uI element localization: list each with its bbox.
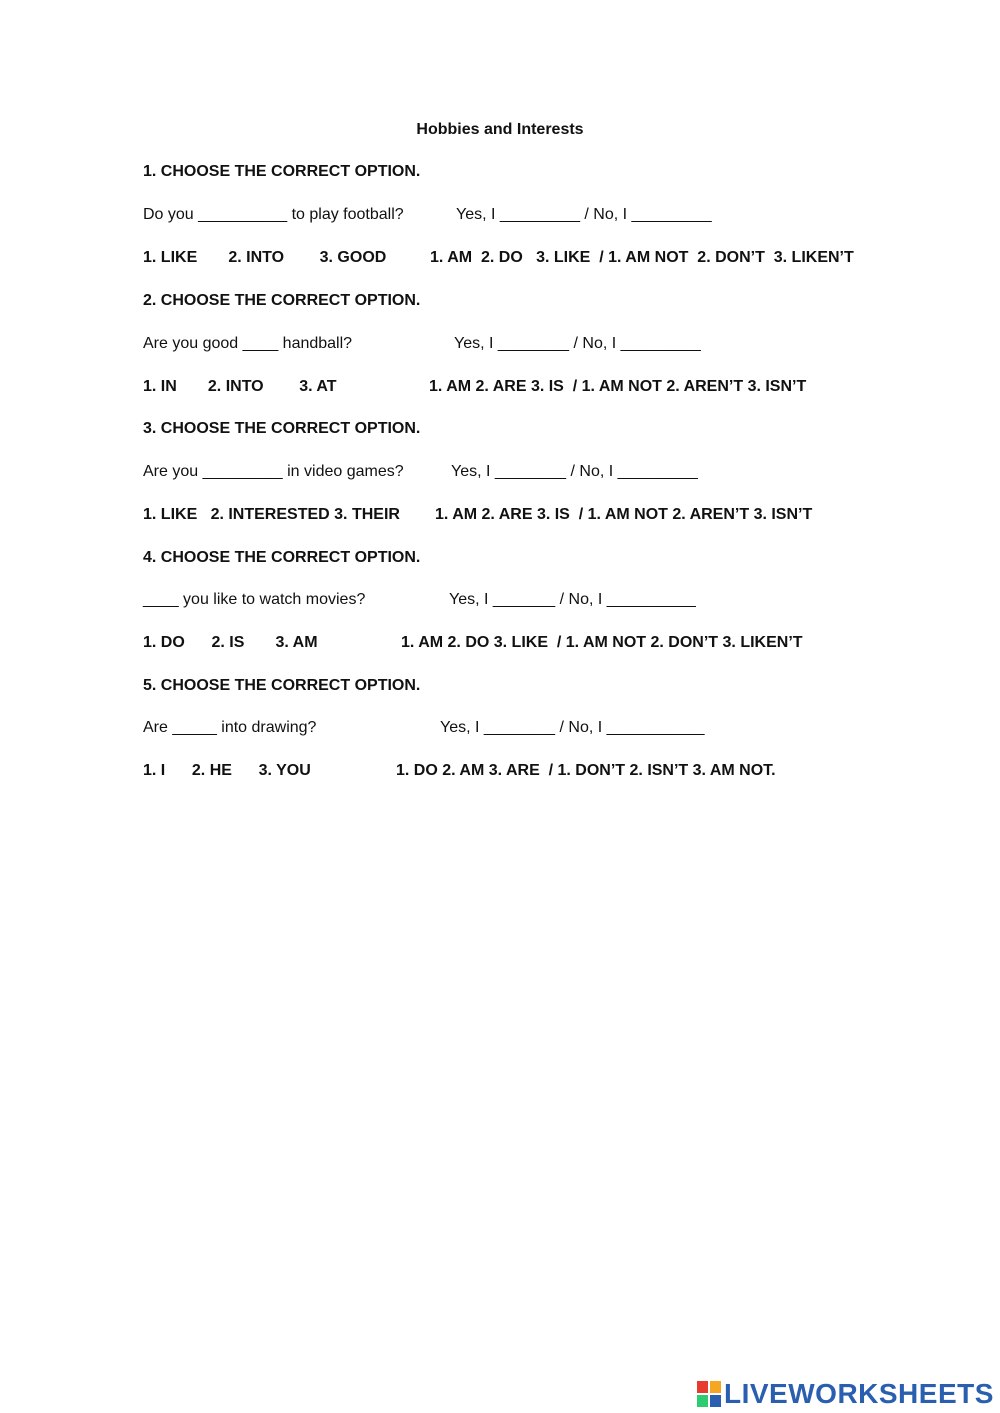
question-4-answer-frame: Yes, I _______ / No, I __________	[449, 591, 696, 608]
question-4-options-right: 1. AM 2. DO 3. LIKE / 1. AM NOT 2. DON’T 3. LIKEN’T	[401, 634, 803, 651]
question-3-options-right: 1. AM 2. ARE 3. IS / 1. AM NOT 2. AREN’T 3. ISN’T	[435, 506, 813, 523]
liveworksheets-logo-text: LIVEWORKSHEETS	[724, 1378, 994, 1409]
question-3-answer-frame: Yes, I ________ / No, I _________	[451, 463, 698, 480]
question-1-prompt: Do you __________ to play football?	[143, 206, 404, 223]
question-2-answer-frame: Yes, I ________ / No, I _________	[454, 335, 701, 352]
question-2-options-right: 1. AM 2. ARE 3. IS / 1. AM NOT 2. AREN’T 3. ISN’T	[429, 378, 807, 395]
question-1-options-right: 1. AM 2. DO 3. LIKE / 1. AM NOT 2. DON’T 3. LIKEN’T	[430, 249, 854, 266]
liveworksheets-blocks-icon	[697, 1381, 721, 1407]
question-4-heading: 4. CHOOSE THE CORRECT OPTION.	[143, 549, 421, 566]
liveworksheets-logo	[697, 1378, 994, 1410]
question-5-options-right: 1. DO 2. AM 3. ARE / 1. DON’T 2. ISN’T 3. AM NOT.	[396, 762, 776, 779]
question-2-options-left: 1. IN 2. INTO 3. AT	[143, 378, 337, 395]
question-3-prompt: Are you _________ in video games?	[143, 463, 404, 480]
question-4-options-left: 1. DO 2. IS 3. AM	[143, 634, 318, 651]
question-1-options-left: 1. LIKE 2. INTO 3. GOOD	[143, 249, 387, 266]
question-2-heading: 2. CHOOSE THE CORRECT OPTION.	[143, 292, 421, 309]
question-1-answer-frame: Yes, I _________ / No, I _________	[456, 206, 712, 223]
question-5-options-left: 1. I 2. HE 3. YOU	[143, 762, 311, 779]
question-3-options-left: 1. LIKE 2. INTERESTED 3. THEIR	[143, 506, 400, 523]
question-2-prompt: Are you good ____ handball?	[143, 335, 353, 352]
question-1-heading: 1. CHOOSE THE CORRECT OPTION.	[143, 163, 421, 180]
question-3-heading: 3. CHOOSE THE CORRECT OPTION.	[143, 420, 421, 437]
question-4-prompt: ____ you like to watch movies?	[143, 591, 366, 608]
question-5-heading: 5. CHOOSE THE CORRECT OPTION.	[143, 677, 421, 694]
question-5-prompt: Are _____ into drawing?	[143, 719, 317, 736]
question-5-answer-frame: Yes, I ________ / No, I ___________	[440, 719, 705, 736]
worksheet-title: Hobbies and Interests	[416, 121, 584, 138]
